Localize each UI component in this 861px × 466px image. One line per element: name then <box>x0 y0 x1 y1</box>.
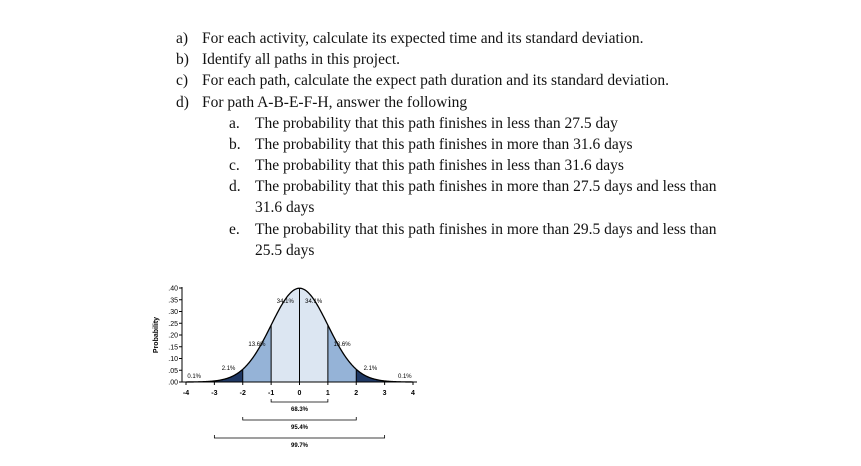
y-tick-label: .25 <box>168 320 178 328</box>
y-tick-label: .20 <box>168 332 178 340</box>
region-label: 13.6% <box>248 342 266 348</box>
x-tick-label: -1 <box>268 390 275 397</box>
region-label: 0.1% <box>187 374 202 380</box>
y-tick-label: .30 <box>168 309 178 316</box>
y-tick-label: .10 <box>168 356 178 363</box>
sub-question-label: a. <box>229 115 240 132</box>
question-label: d) <box>176 93 189 111</box>
question-text: For each path, calculate the expect path duration and its standard deviation. <box>202 72 669 90</box>
y-tick-label: .40 <box>168 285 178 293</box>
question-label: c) <box>176 72 189 90</box>
question-text: Identify all paths in this project. <box>202 51 401 69</box>
bracket-line <box>271 399 328 402</box>
sub-question-label: c. <box>229 157 240 174</box>
bracket-label: 95.4% <box>290 425 309 431</box>
x-tick-label: 1 <box>325 390 330 397</box>
question-text: For each activity, calculate its expected time and its standard deviation. <box>202 30 644 47</box>
sub-question-text: The probability that this path finishes in more than 31.6 days <box>255 136 633 153</box>
x-tick-label: 4 <box>411 390 415 397</box>
question-label: a) <box>176 30 189 47</box>
x-tick-label: -4 <box>182 390 190 397</box>
x-tick-label: -2 <box>239 390 246 397</box>
bracket-label: 99.7% <box>290 443 309 449</box>
sub-question-text: The probability that this path finishes in less than 27.5 day <box>255 115 618 132</box>
y-tick-label: .35 <box>168 297 178 305</box>
sub-question-label: b. <box>229 136 241 153</box>
region-label: 13.6% <box>333 342 351 348</box>
x-tick-label: -3 <box>211 390 218 397</box>
x-tick-label: 2 <box>354 390 359 397</box>
region-label: 2.1% <box>221 366 236 372</box>
x-tick-label: 3 <box>382 390 387 397</box>
sub-question-label: d. <box>229 178 241 195</box>
x-tick-label: 0 <box>297 390 302 397</box>
y-tick-label: .05 <box>168 367 178 375</box>
question-text: For path A-B-E-F-H, answer the following <box>202 93 468 111</box>
bracket-line <box>243 417 357 420</box>
sub-question-text: The probability that this path finishes in more than 29.5 days and less than 25.5 days <box>255 221 717 259</box>
y-tick-label: .00 <box>168 379 178 387</box>
y-axis-label: Probability <box>153 316 160 354</box>
sub-question-label: e. <box>229 221 240 238</box>
region-label: 0.1% <box>397 374 412 380</box>
question-label: b) <box>176 51 189 69</box>
region-label: 34.1% <box>276 299 294 305</box>
sub-question-text: The probability that this path finishes in less than 31.6 days <box>255 157 624 174</box>
region-label: 34.1% <box>305 299 323 305</box>
bracket-line <box>214 435 384 438</box>
y-tick-label: .15 <box>168 344 178 352</box>
region-label: 2.1% <box>363 366 378 372</box>
sub-question-text: The probability that this path finishes in more than 27.5 days and less than 31.6 days <box>255 178 717 216</box>
bracket-label: 68.3% <box>290 407 309 413</box>
